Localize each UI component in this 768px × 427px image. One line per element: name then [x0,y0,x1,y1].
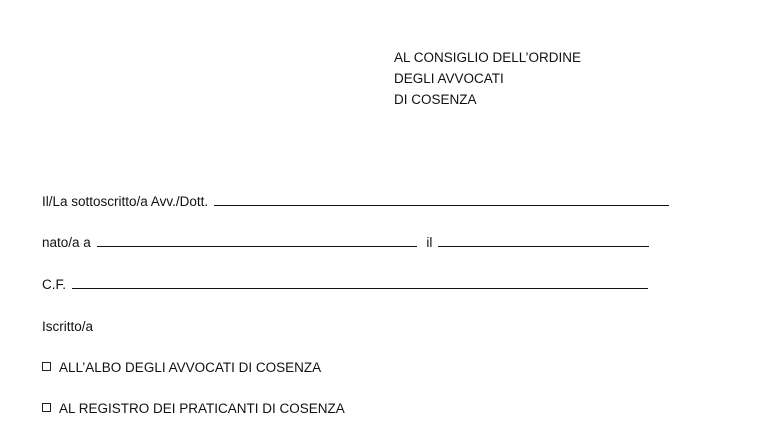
birth-place-field[interactable] [97,234,417,247]
cf-label: C.F. [42,277,67,292]
enrolled-row [42,317,93,337]
undersigned-label: Il/La sottoscritto/a Avv./Dott. [42,194,209,209]
born-label: nato/a a [42,235,91,250]
enrolled-label: Iscritto/a [42,319,94,334]
checkbox-albo[interactable] [42,362,51,371]
option-registro-label: AL REGISTRO DEI PRATICANTI DI COSENZA [59,401,345,416]
option-albo[interactable] [42,358,321,378]
tax-code-field[interactable] [72,276,648,289]
undersigned-name-field[interactable] [214,193,669,206]
option-registro[interactable] [42,399,345,419]
tax-code-row [42,275,648,295]
checkbox-registro[interactable] [42,403,51,412]
addressee-line-1: AL CONSIGLIO DELL’ORDINE [394,50,582,65]
addressee-line-2: DEGLI AVVOCATI [394,71,504,86]
addressee-block [394,47,734,110]
birth-row [42,233,649,253]
undersigned-row [42,192,669,212]
addressee-line-3: DI COSENZA [394,92,477,107]
date-label: il [426,235,433,250]
birth-date-field[interactable] [438,234,649,247]
option-albo-label: ALL’ALBO DEGLI AVVOCATI DI COSENZA [59,360,322,375]
